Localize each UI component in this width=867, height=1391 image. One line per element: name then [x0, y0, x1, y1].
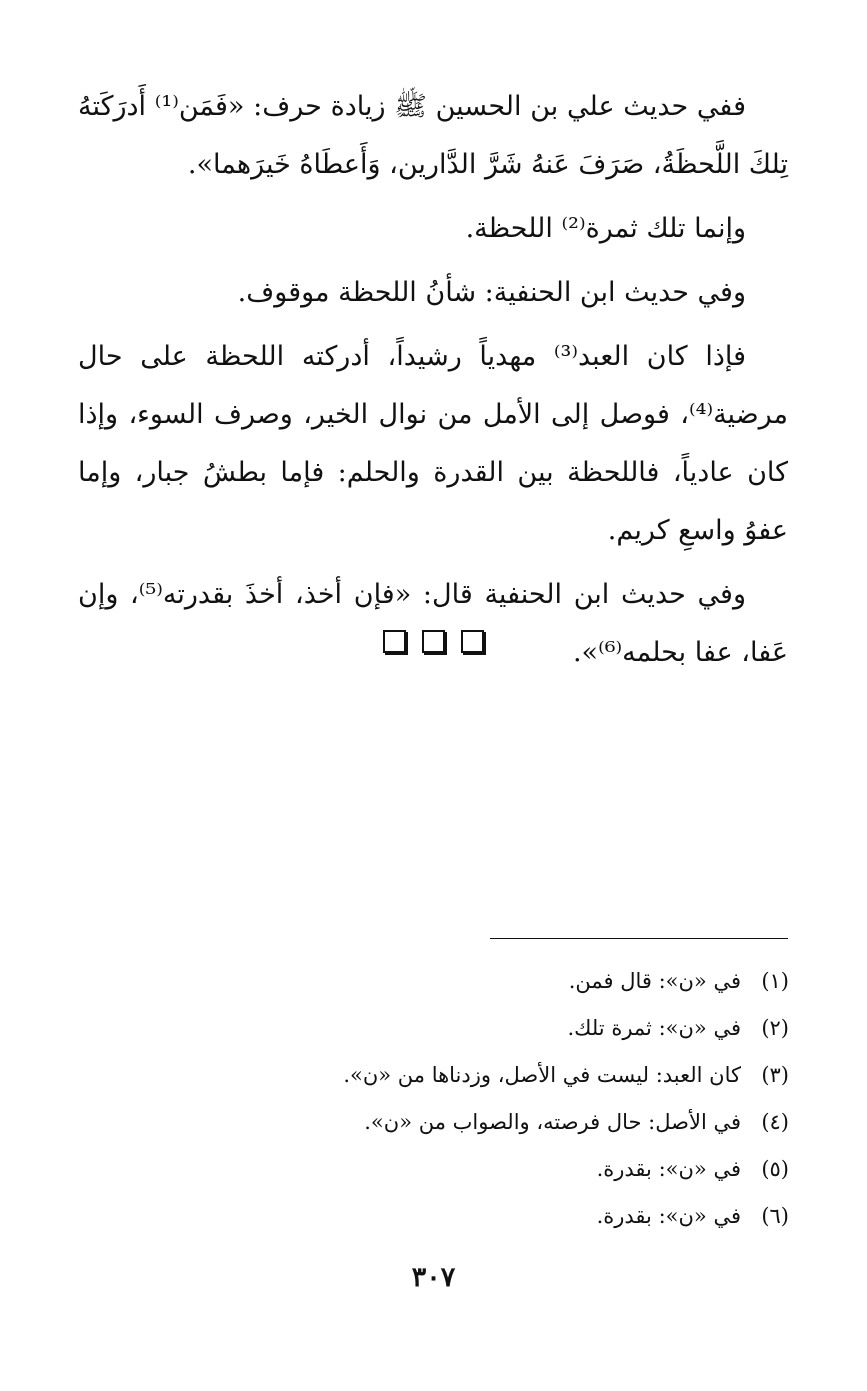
footnote-text: في «ن»: بقدرة. [596, 1204, 741, 1228]
footnote-number: (٢) [761, 1016, 789, 1040]
main-text [78, 78, 788, 688]
footnote-text: كان العبد: ليست في الأصل، وزدناها من «ن». [343, 1063, 741, 1087]
square-ornament-icon [461, 630, 484, 653]
paragraph-4: فإذا كان العبد⁽³⁾ مهدياً رشيداً، أدركته اللحظة على حال مرضية⁽⁴⁾، فوصل إلى الأمل من نوال الخير، وصرف السوء، وإذا كان عادياً، فاللحظة بين القدرة والحلم: فإما بطشُ جبار، وإما عفوُ واسعِ كريم. [78, 341, 788, 546]
footnote-number: (٣) [761, 1063, 789, 1087]
footnote-item [79, 1099, 789, 1146]
footnote-number: (٤) [761, 1110, 789, 1134]
footnote-text: في «ن»: بقدرة. [596, 1157, 741, 1181]
page-number: ٣٠٧ [411, 1262, 456, 1293]
footnote-number: (٥) [761, 1157, 789, 1181]
footnote-item [79, 958, 789, 1005]
section-separator [0, 630, 867, 657]
footnote-text: في «ن»: ثمرة تلك. [567, 1016, 741, 1040]
footnote-text: في «ن»: قال فمن. [568, 969, 741, 993]
footnote-number: (١) [761, 969, 789, 993]
footnote-item [79, 1146, 789, 1193]
footnote-number: (٦) [761, 1204, 789, 1228]
footnote-item [79, 1193, 789, 1240]
footnote-divider [490, 938, 788, 939]
footnote-text: في الأصل: حال فرصته، والصواب من «ن». [364, 1110, 741, 1134]
paragraph-2: وإنما تلك ثمرة⁽²⁾ اللحظة. [465, 213, 746, 244]
footnote-item [79, 1005, 789, 1052]
square-ornament-icon [422, 630, 445, 653]
paragraph-1: ففي حديث علي بن الحسين ﷺ زيادة حرف: «فَمَن⁽¹⁾ أَدرَكَتهُ تِلكَ اللَّحظَةُ، صَرَفَ عَنهُ شَرَّ الدَّارين، وَأَعطَاهُ خَيرَهما». [78, 91, 788, 180]
footnote-item [79, 1052, 789, 1099]
square-ornament-icon [383, 630, 406, 653]
paragraph-5: وفي حديث ابن الحنفية قال: «فإن أخذ، أخذَ بقدرته⁽⁵⁾، وإن عَفا، عفا بحلمه⁽⁶⁾». [78, 579, 788, 668]
paragraph-3: وفي حديث ابن الحنفية: شأنُ اللحظة موقوف. [237, 277, 746, 308]
footnotes [79, 958, 789, 1240]
